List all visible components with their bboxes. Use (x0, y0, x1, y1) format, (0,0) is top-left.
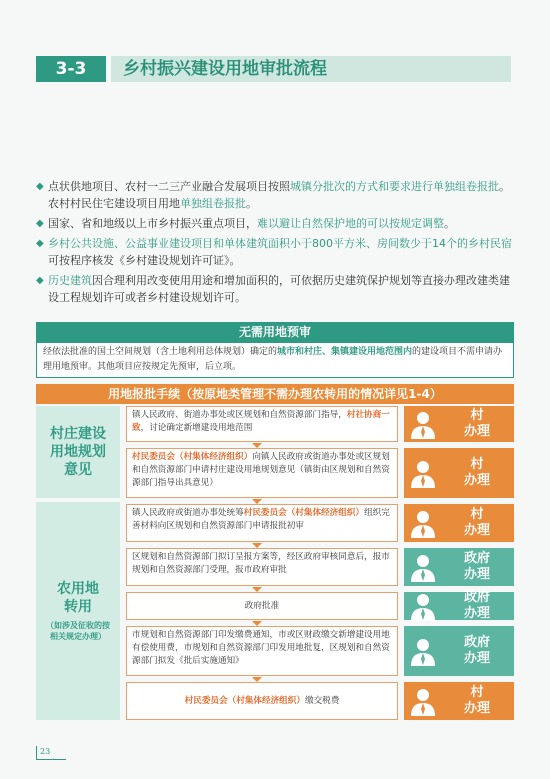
person-icon (406, 407, 440, 441)
diamond-icon: ◆ (36, 275, 44, 286)
flow-step (126, 626, 398, 676)
person-icon (406, 684, 440, 718)
person-icon (406, 506, 440, 540)
text-segment: 因合理利用改变使用用途和增加面积的，可依据历史建筑保护规划等直接办理改建类建设工程规划许可或者乡村建设规划许可。 (48, 274, 510, 304)
highlighted-text: 历史建筑 (48, 274, 92, 287)
action-label (440, 507, 514, 539)
bullet-item (36, 215, 514, 232)
action-verb: 办理 (463, 424, 490, 439)
action-verb: 办理 (463, 473, 490, 488)
flow-step (126, 682, 398, 720)
flow-step (126, 448, 398, 498)
section-header (36, 56, 512, 82)
bullet-item (36, 178, 514, 212)
village-action-box (404, 682, 514, 720)
highlighted-text: 村民委员会（村集体经济组织） (243, 508, 365, 518)
text-segment: 市规划和自然资源部门印发缴费通知，市或区财政缴交新增建设用地有偿使用费，市规划和自然资源部门印发用地批复，区规划和自然资源部门拟发《批后实施通知》 (132, 630, 390, 666)
flow-step (126, 548, 398, 586)
action-verb: 办理 (463, 523, 490, 538)
column-label-line: 农用地 (57, 581, 99, 597)
text-segment: 的建设项目不需申请办理用地预审。其他项目应按规定先预审，后立项。 (43, 347, 503, 372)
text-segment: 镇人民政府、街道办事处或区规划和自然资源部门指导， (132, 410, 347, 420)
flow-step-text (245, 600, 279, 613)
action-verb: 办理 (463, 567, 490, 582)
highlighted-text: 乡村公共设施、公益事业建设项目和单体建筑面积小于800平方米、房间数少于14个的 (48, 237, 468, 250)
flow-step (126, 504, 398, 542)
action-label (440, 408, 514, 440)
village-action-box (404, 406, 514, 442)
action-label (440, 635, 514, 667)
page-number: 23 (36, 746, 66, 760)
flow-title: 用地报批手续（按原地类管理不需办理农转用的情况详见1-4） (36, 384, 514, 404)
text-segment: 。农村村民住宅建设项目用地 (48, 180, 510, 210)
text-segment: 政府批准 (244, 600, 280, 611)
diamond-icon: ◆ (36, 218, 44, 229)
no-need-body (36, 342, 514, 378)
text-segment: 点状供地项目、农村一二三产业融合发展项目按照 (48, 180, 290, 193)
flow-step-text (132, 629, 392, 668)
text-segment: ，讨论确定新增建设用地范围 (140, 423, 253, 433)
highlighted-text: 单独组卷报批 (180, 197, 246, 210)
flow-step-text (132, 551, 392, 577)
text-segment: 组织完善材料向区规划和自然资源部门申请报批初审 (132, 508, 390, 531)
flow-step-text (132, 507, 392, 533)
section-title: 乡村振兴建设用地审批流程 (111, 56, 511, 82)
column-label-line: 用地规划 (50, 444, 106, 460)
text-segment: 区规划和自然资源部门拟订呈报方案等，经区政府审核同意后，报市规划和自然资源部门受理，报市政府审批 (132, 552, 390, 575)
highlighted-text: 村社协商一致 (132, 410, 390, 433)
no-need-title: 无需用地预审 (36, 322, 514, 342)
government-action-box (404, 626, 514, 676)
action-who: 政府 (463, 551, 490, 566)
bullet-item (36, 235, 514, 269)
column-label-line: 村庄建设 (50, 426, 106, 442)
text-segment: 。 (246, 197, 257, 210)
action-verb: 办理 (463, 651, 490, 666)
village-planning-column (36, 406, 120, 498)
text-segment: 缴交税费 (304, 695, 340, 706)
highlighted-text: 城市和村庄、集镇建设用地范围内 (277, 347, 413, 357)
action-label (440, 457, 514, 489)
text-segment: 可按程序核发《乡村建设规划许可证》。 (48, 254, 241, 267)
farmland-conversion-column (36, 502, 120, 720)
text-segment: 经依法批准的国土空间规划（含土地利用总体规划）确定的 (43, 347, 278, 357)
action-verb: 办理 (463, 701, 490, 716)
flow-step-text (185, 695, 340, 708)
flow-step-text (132, 451, 392, 490)
column-label-line: 意见 (64, 462, 92, 478)
diamond-icon: ◆ (36, 238, 44, 249)
highlighted-text: 城镇分批次的方式和要求进行单独组卷报批 (290, 180, 499, 193)
text-segment: 向镇人民政府或街道办事处或区规划和自然资源部门申请村庄建设用地规划意见（镇街由区规划和自然资源部门指导出具意见） (132, 452, 390, 488)
person-icon (406, 589, 440, 623)
section-number: 3-3 (36, 56, 106, 82)
person-icon (406, 456, 440, 490)
highlighted-text: 乡村民宿 (468, 237, 512, 250)
government-action-box (404, 592, 514, 620)
bullet-list (36, 178, 514, 309)
action-who: 村 (470, 507, 484, 522)
flow-step-text (132, 409, 392, 435)
action-who: 村 (470, 408, 484, 423)
column-note-line: （如涉及征收的按 (46, 621, 110, 630)
action-label (440, 551, 514, 583)
flow-step (126, 406, 398, 442)
village-action-box (404, 448, 514, 498)
column-label-line: 转用 (64, 599, 92, 615)
highlighted-text: 村民委员会（村集体经济组织） (184, 695, 305, 706)
person-icon (406, 550, 440, 584)
action-label (440, 590, 514, 622)
text-segment: 镇人民政府或街道办事处统筹 (132, 508, 244, 518)
text-segment: 国家、省和地级以上市乡村振兴重点项目， (48, 217, 257, 230)
action-who: 村 (470, 457, 484, 472)
action-who: 政府 (463, 635, 490, 650)
action-who: 政府 (463, 590, 490, 605)
person-icon (406, 634, 440, 668)
column-note (46, 620, 110, 642)
column-note-line: 相关规定办理） (50, 632, 106, 641)
action-label (440, 685, 514, 717)
bullet-item (36, 272, 514, 306)
action-who: 村 (470, 685, 484, 700)
text-segment: 。 (444, 217, 455, 230)
flow-step (126, 592, 398, 620)
diamond-icon: ◆ (36, 181, 44, 192)
highlighted-text: 难以避让自然保护地的可以按规定调整 (257, 217, 444, 230)
government-action-box (404, 548, 514, 586)
action-verb: 办理 (463, 606, 490, 621)
village-action-box (404, 504, 514, 542)
highlighted-text: 村民委员会（村集体经济组织） (132, 452, 253, 462)
